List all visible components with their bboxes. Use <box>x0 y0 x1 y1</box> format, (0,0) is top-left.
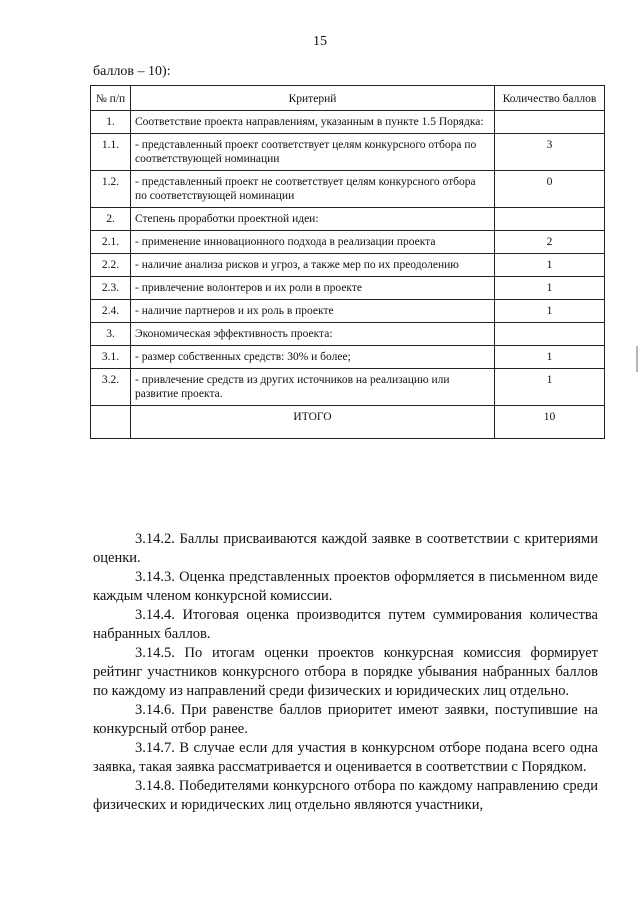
row-criterion: - привлечение волонтеров и их роли в проекте <box>131 277 495 300</box>
header-num: № п/п <box>91 86 131 111</box>
row-num: 2. <box>91 208 131 231</box>
paragraph: 3.14.6. При равенстве баллов приоритет имеют заявки, поступившие на конкурсный отбор ранее. <box>93 702 598 737</box>
intro-text: баллов – 10): <box>93 64 171 79</box>
table-row <box>91 346 605 369</box>
row-num: 3.2. <box>91 369 131 406</box>
row-score <box>495 111 605 134</box>
row-num: 3. <box>91 323 131 346</box>
row-num: 2.4. <box>91 300 131 323</box>
row-criterion: - представленный проект не соответствует целям конкурсного отбора по соответствующей номинации <box>131 171 495 208</box>
row-score: 2 <box>495 231 605 254</box>
body-text <box>93 530 598 815</box>
row-criterion: - применение инновационного подхода в реализации проекта <box>131 231 495 254</box>
row-score: 3 <box>495 134 605 171</box>
total-num-cell <box>91 406 131 439</box>
total-row <box>91 406 605 439</box>
paragraph: 3.14.5. По итогам оценки проектов конкурсная комиссия формирует рейтинг участников конкурсного отбора в порядке убывания набранных баллов по каждому из направлений среди физических и юридических лиц отдельно. <box>93 645 598 699</box>
row-num: 2.2. <box>91 254 131 277</box>
page-number: 15 <box>313 34 327 49</box>
row-score: 1 <box>495 277 605 300</box>
row-num: 2.1. <box>91 231 131 254</box>
row-criterion: - наличие партнеров и их роль в проекте <box>131 300 495 323</box>
table-row <box>91 208 605 231</box>
row-criterion: Экономическая эффективность проекта: <box>131 323 495 346</box>
header-score: Количество баллов <box>495 86 605 111</box>
row-num: 1.1. <box>91 134 131 171</box>
table-row <box>91 171 605 208</box>
row-score <box>495 323 605 346</box>
table-row <box>91 111 605 134</box>
row-score: 1 <box>495 346 605 369</box>
row-criterion: Степень проработки проектной идеи: <box>131 208 495 231</box>
total-label: ИТОГО <box>131 406 495 439</box>
table-row <box>91 277 605 300</box>
total-score: 10 <box>495 406 605 439</box>
row-criterion: - наличие анализа рисков и угроз, а также мер по их преодолению <box>131 254 495 277</box>
row-criterion: Соответствие проекта направлениям, указанным в пункте 1.5 Порядка: <box>131 111 495 134</box>
row-criterion: - привлечение средств из других источников на реализацию или развитие проекта. <box>131 369 495 406</box>
row-num: 1. <box>91 111 131 134</box>
row-criterion: - представленный проект соответствует целям конкурсного отбора по соответствующей номинации <box>131 134 495 171</box>
table-row <box>91 231 605 254</box>
table-header-row <box>91 86 605 111</box>
row-num: 1.2. <box>91 171 131 208</box>
row-score <box>495 208 605 231</box>
paragraph: 3.14.4. Итоговая оценка производится путем суммирования количества набранных баллов. <box>93 607 598 642</box>
row-score: 1 <box>495 300 605 323</box>
header-criterion: Критерий <box>131 86 495 111</box>
criteria-table <box>90 85 605 439</box>
table-row <box>91 323 605 346</box>
table-row <box>91 134 605 171</box>
paragraph: 3.14.2. Баллы присваиваются каждой заявке в соответствии с критериями оценки. <box>93 531 598 566</box>
row-score: 0 <box>495 171 605 208</box>
paragraph: 3.14.3. Оценка представленных проектов оформляется в письменном виде каждым членом конкурсной комиссии. <box>93 569 598 604</box>
paragraph: 3.14.8. Победителями конкурсного отбора по каждому направлению среди физических и юридических лиц отдельно являются участники, <box>93 778 598 813</box>
table-row <box>91 369 605 406</box>
row-score: 1 <box>495 254 605 277</box>
table-row <box>91 254 605 277</box>
row-score: 1 <box>495 369 605 406</box>
row-criterion: - размер собственных средств: 30% и более; <box>131 346 495 369</box>
scan-artifact <box>636 346 638 372</box>
row-num: 3.1. <box>91 346 131 369</box>
paragraph: 3.14.7. В случае если для участия в конкурсном отборе подана всего одна заявка, такая заявка рассматривается и оценивается в соответствии с Порядком. <box>93 740 598 775</box>
table-row <box>91 300 605 323</box>
row-num: 2.3. <box>91 277 131 300</box>
